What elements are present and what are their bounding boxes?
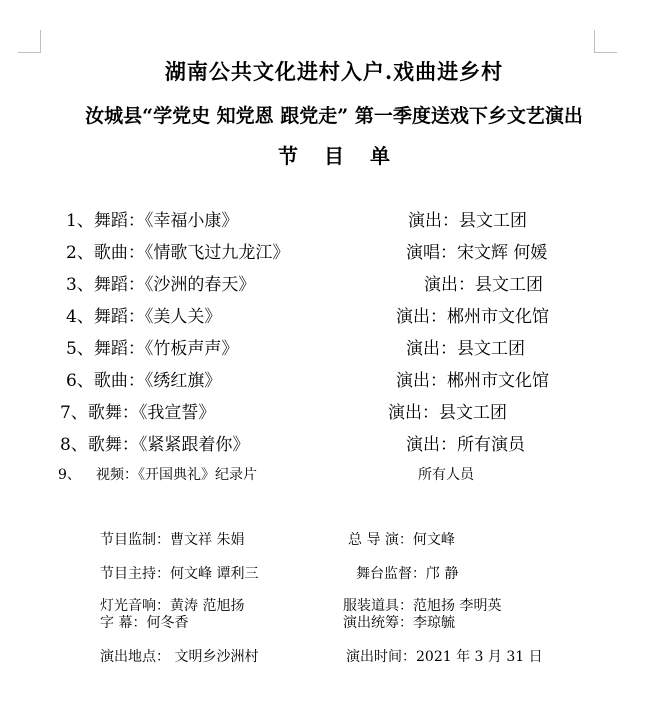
title-line-3: 节目单 — [278, 144, 416, 168]
title-line-2: 汝城县“学党史 知党恩 跟党走” 第一季度送戏下乡文艺演出 — [85, 105, 583, 127]
credit-supervisor: 节目监制：曹文祥 朱娟 — [100, 532, 245, 548]
crop-mark-top-left — [18, 30, 41, 53]
program-item-6-title: 6、歌曲：《绣红旗》 — [66, 371, 222, 391]
program-item-7-performer: 演出：县文工团 — [388, 403, 507, 423]
program-item-8-title: 8、歌舞：《紧紧跟着你》 — [60, 435, 250, 455]
credit-host: 节目主持：何文峰 谭利三 — [100, 566, 259, 582]
program-item-3-performer: 演出：县文工团 — [424, 275, 543, 295]
program-item-1-title: 1、舞蹈：《幸福小康》 — [66, 211, 239, 231]
program-item-5-performer: 演出：县文工团 — [406, 339, 525, 359]
program-item-2-title: 2、歌曲：《情歌飞过九龙江》 — [66, 243, 290, 263]
program-item-6-performer: 演出：郴州市文化馆 — [396, 371, 549, 391]
credit-time: 演出时间：2021 年 3 月 31 日 — [346, 649, 543, 665]
program-item-2-performer: 演唱：宋文辉 何媛 — [406, 243, 548, 263]
program-item-8-performer: 演出：所有演员 — [406, 435, 525, 455]
program-item-4-performer: 演出：郴州市文化馆 — [396, 307, 549, 327]
program-item-7-title: 7、歌舞：《我宣誓》 — [60, 403, 216, 423]
program-item-9-title: 视频：《开国典礼》纪录片 — [96, 467, 257, 483]
program-item-4-title: 4、舞蹈：《美人关》 — [66, 307, 222, 327]
title-line-1: 湖南公共文化进村入户.戏曲进乡村 — [164, 59, 504, 84]
program-item-5-title: 5、舞蹈：《竹板声声》 — [66, 339, 239, 359]
credit-costume: 服装道具：范旭扬 李明英 — [343, 598, 502, 614]
credit-venue: 演出地点： 文明乡沙洲村 — [100, 649, 259, 665]
crop-mark-top-right — [594, 30, 617, 53]
credit-light-sound: 灯光音响：黄涛 范旭扬 — [100, 598, 245, 614]
program-item-3-title: 3、舞蹈：《沙洲的春天》 — [66, 275, 256, 295]
credit-coordinator: 演出统筹：李琼毓 — [343, 615, 455, 631]
credit-stage-manager: 舞台监督：邝 静 — [356, 566, 459, 582]
credit-subtitles: 字 幕：何冬香 — [100, 615, 189, 631]
credit-director: 总 导 演：何文峰 — [348, 532, 455, 548]
program-item-9-performer: 所有人员 — [418, 467, 474, 483]
program-item-9-number: 9、 — [58, 467, 81, 483]
program-item-1-performer: 演出：县文工团 — [408, 211, 527, 231]
